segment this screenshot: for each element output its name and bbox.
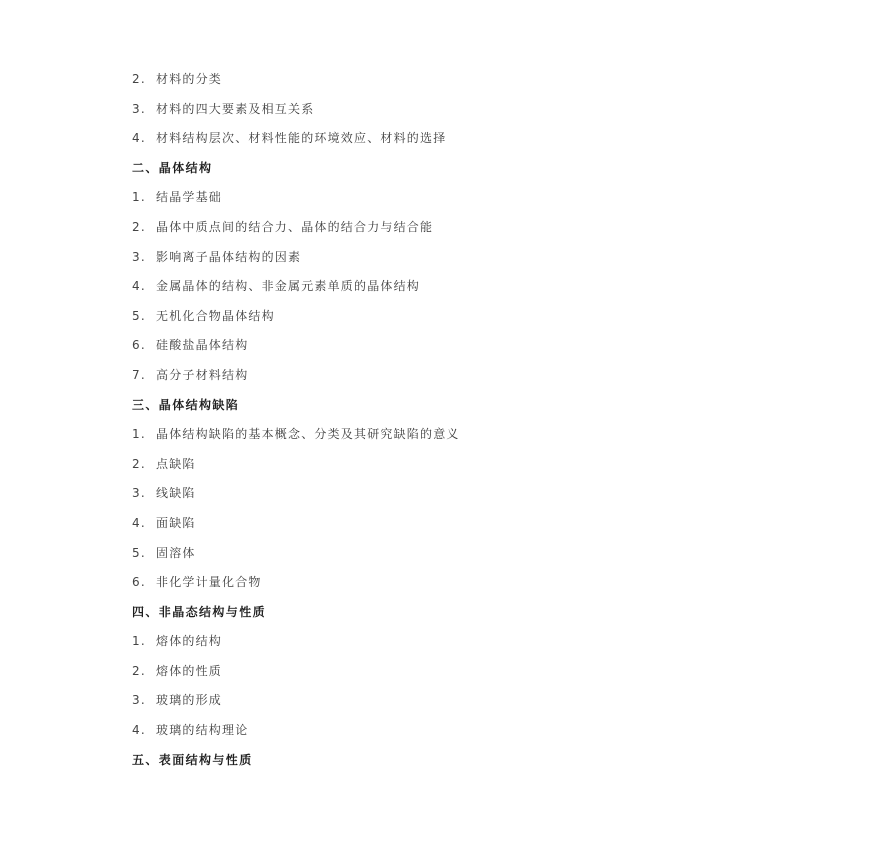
item-text: 影响离子晶体结构的因素 [156, 249, 302, 264]
outline-item [132, 335, 772, 365]
item-text: 硅酸盐晶体结构 [156, 338, 249, 353]
item-number: 2. [132, 72, 146, 86]
outline-item [132, 69, 772, 99]
outline-item [132, 276, 772, 306]
item-text: 固溶体 [156, 545, 196, 560]
section-heading: 三、晶体结构缺陷 [132, 397, 240, 412]
section-heading: 五、表面结构与性质 [132, 752, 253, 767]
item-text: 金属晶体的结构、非金属元素单质的晶体结构 [156, 279, 421, 294]
outline-item [132, 661, 772, 691]
item-text: 材料的四大要素及相互关系 [156, 101, 315, 116]
outline-item [132, 247, 772, 277]
item-text: 熔体的结构 [156, 634, 223, 649]
item-text: 高分子材料结构 [156, 367, 249, 382]
item-text: 晶体中质点间的结合力、晶体的结合力与结合能 [156, 219, 434, 234]
item-number: 4. [132, 515, 146, 530]
outline-item [132, 720, 772, 750]
item-number: 1. [132, 634, 146, 649]
outline-item [132, 187, 772, 217]
item-number: 3. [132, 486, 146, 501]
item-number: 3. [132, 249, 146, 264]
item-text: 非化学计量化合物 [156, 575, 262, 590]
outline-item [132, 454, 772, 484]
item-number: 4. [132, 279, 146, 294]
item-number: 1. [132, 427, 146, 442]
item-text: 玻璃的形成 [156, 693, 223, 708]
course-outline [132, 69, 772, 779]
outline-item [132, 690, 772, 720]
item-number: 1. [132, 190, 146, 205]
item-text: 面缺陷 [156, 515, 196, 530]
outline-item [132, 365, 772, 395]
item-text: 晶体结构缺陷的基本概念、分类及其研究缺陷的意义 [156, 427, 460, 442]
section-heading: 二、晶体结构 [132, 160, 213, 175]
item-number: 3. [132, 693, 146, 708]
item-number: 4. [132, 723, 146, 738]
item-number: 5. [132, 308, 146, 323]
item-number: 3. [132, 101, 146, 116]
item-text: 线缺陷 [156, 486, 196, 501]
item-number: 6. [132, 338, 146, 353]
item-number: 2. [132, 663, 146, 678]
outline-item [132, 483, 772, 513]
outline-item [132, 424, 772, 454]
item-text: 无机化合物晶体结构 [156, 308, 275, 323]
outline-item [132, 572, 772, 602]
item-text: 玻璃的结构理论 [156, 723, 249, 738]
section-heading: 四、非晶态结构与性质 [132, 604, 267, 619]
outline-item [132, 631, 772, 661]
outline-item [132, 217, 772, 247]
outline-item [132, 99, 772, 129]
item-number: 4. [132, 131, 146, 146]
item-text: 结晶学基础 [156, 190, 223, 205]
item-number: 7. [132, 367, 146, 382]
item-number: 2. [132, 219, 146, 234]
item-text: 材料结构层次、材料性能的环境效应、材料的选择 [156, 131, 447, 146]
item-number: 2. [132, 456, 146, 471]
item-number: 5. [132, 545, 146, 560]
outline-item [132, 306, 772, 336]
item-number: 6. [132, 575, 146, 590]
item-text: 材料的分类 [156, 72, 223, 86]
item-text: 熔体的性质 [156, 663, 223, 678]
outline-item [132, 513, 772, 543]
item-text: 点缺陷 [156, 456, 196, 471]
outline-item [132, 128, 772, 158]
outline-item [132, 543, 772, 573]
